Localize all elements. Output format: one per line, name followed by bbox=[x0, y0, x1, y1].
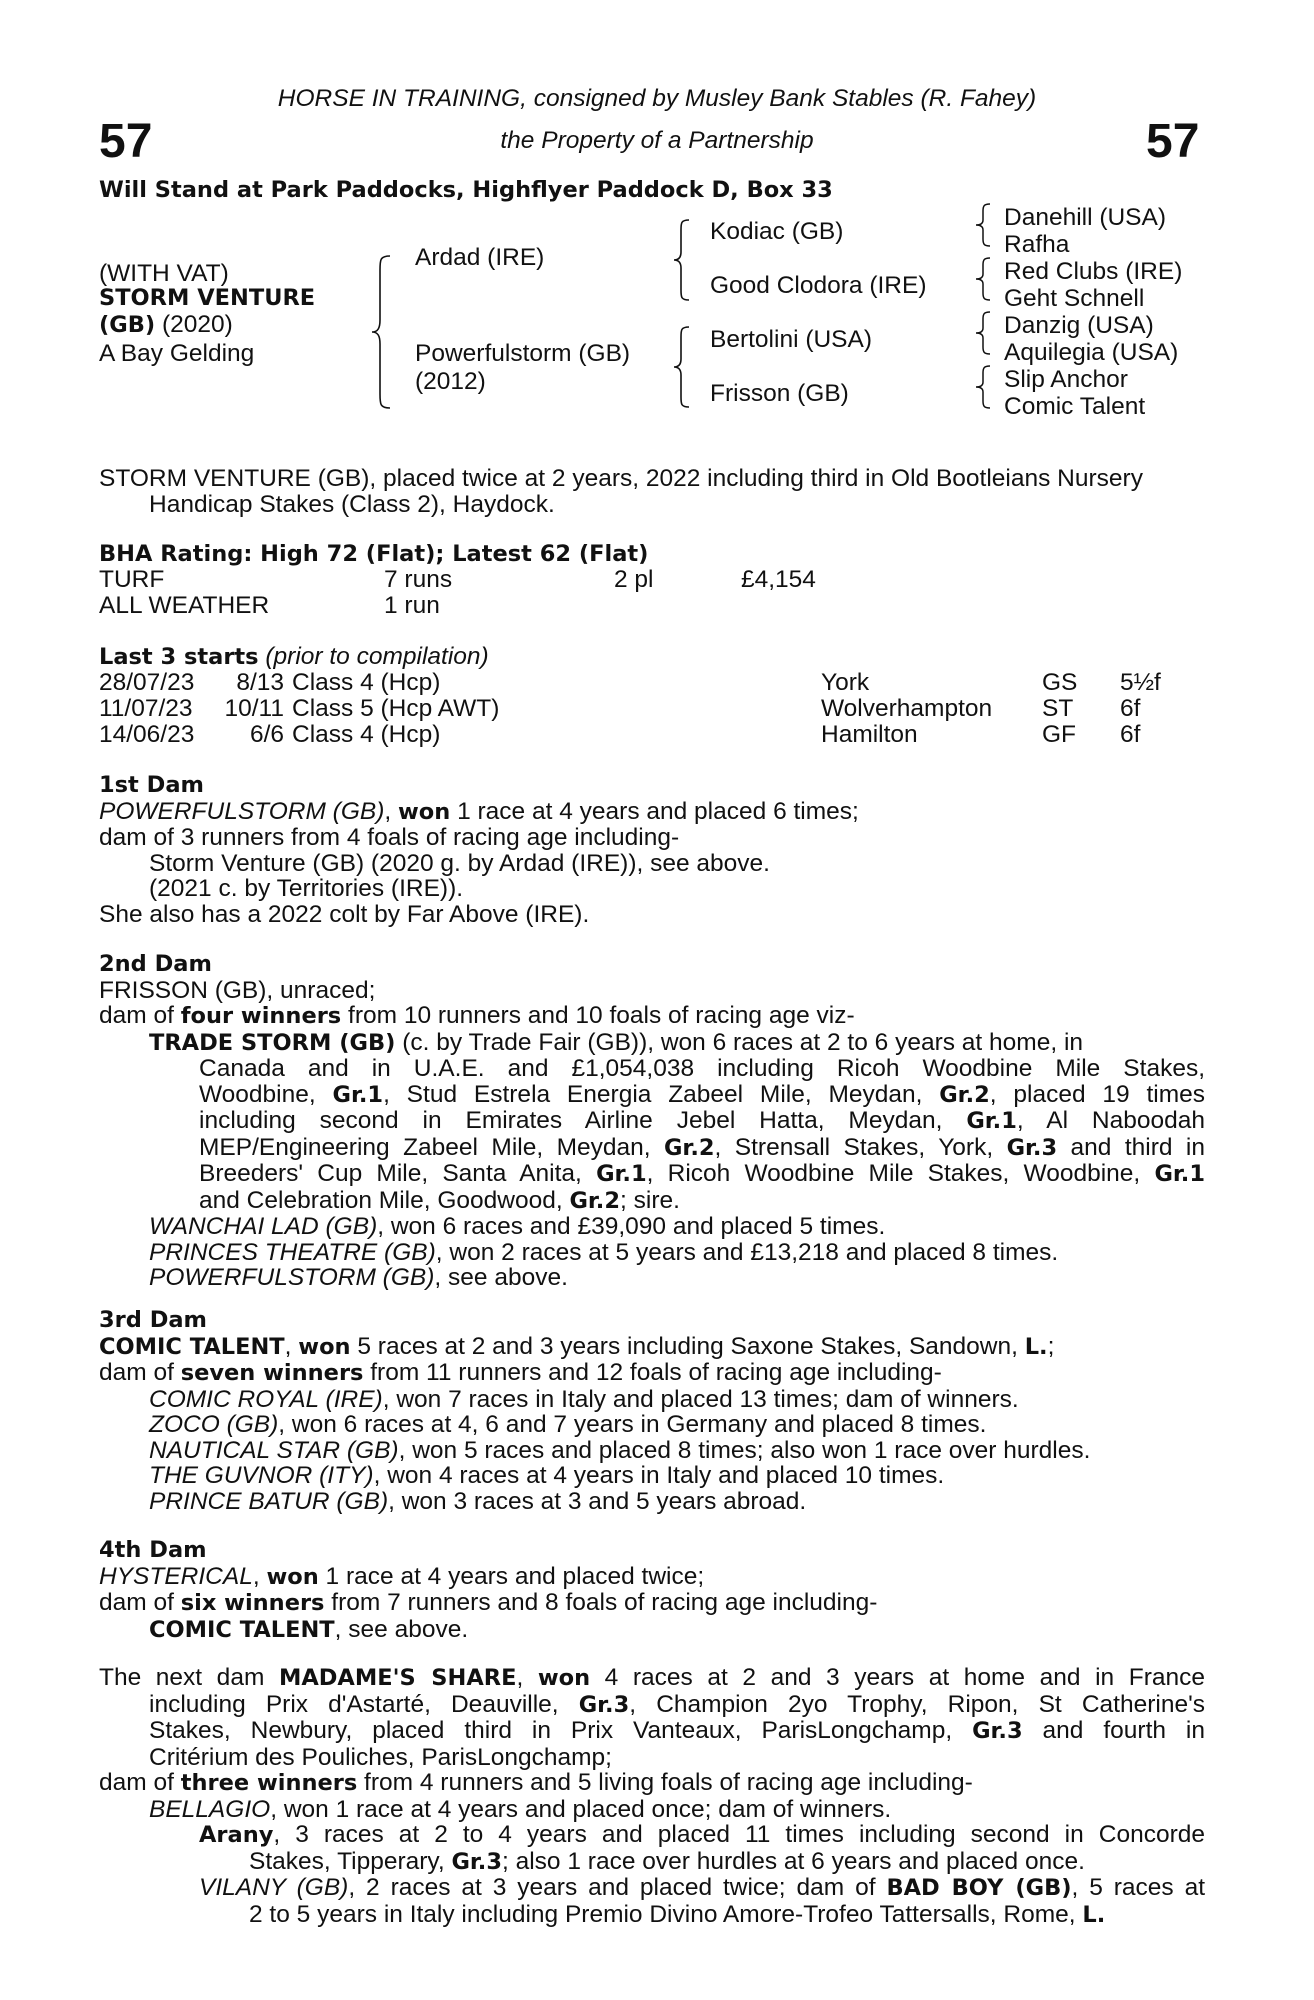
second-dam-line-2 bbox=[99, 1003, 1205, 1030]
brace-gen4-3 bbox=[974, 310, 994, 356]
progeny-name: Arany bbox=[199, 1822, 274, 1848]
property-line: the Property of a Partnership bbox=[500, 127, 814, 154]
bha-rating-title: BHA Rating: High 72 (Flat); Latest 62 (Flat) bbox=[99, 541, 649, 567]
pedigree-gen3-4: Frisson (GB) bbox=[710, 380, 849, 407]
rating-turf-prize: £4,154 bbox=[741, 566, 816, 593]
start-3-pos: 6/6 bbox=[249, 721, 284, 748]
won-label: won bbox=[537, 1665, 591, 1691]
start-3-course: Hamilton bbox=[821, 721, 918, 748]
text: , won 3 races at 3 and 5 years abroad. bbox=[388, 1487, 807, 1515]
grade-label: Gr.1 bbox=[596, 1161, 647, 1187]
trade-storm-line-1 bbox=[99, 1030, 1205, 1057]
text: 2 to 5 years in Italy including Premio Divino Amore-Trofeo Tattersalls, Rome, bbox=[249, 1900, 1083, 1928]
third-dam-line-2 bbox=[99, 1360, 1205, 1387]
lot-number-left: 57 bbox=[99, 115, 153, 168]
grade-label: Gr.2 bbox=[939, 1081, 990, 1108]
text: including second in Emirates Airline Jebel Hatta, Meydan, bbox=[199, 1107, 967, 1134]
next-dam-name: MADAME'S SHARE bbox=[278, 1665, 517, 1691]
won-label: won bbox=[266, 1563, 319, 1590]
brace-gen4-4 bbox=[974, 364, 994, 410]
progeny-name: WANCHAI LAD (GB) bbox=[149, 1213, 378, 1240]
rating-turf-runs: 7 runs bbox=[384, 566, 453, 593]
vilany-line-2 bbox=[99, 1902, 1205, 1929]
progeny-name: NAUTICAL STAR (GB) bbox=[149, 1436, 399, 1464]
rating-aw-runs: 1 run bbox=[384, 592, 440, 619]
brace-gen2 bbox=[370, 254, 394, 410]
third-dam-line-1 bbox=[99, 1334, 1205, 1361]
won-label: won bbox=[298, 1333, 351, 1360]
next-dam-line-1 bbox=[99, 1665, 1205, 1692]
text: , won 6 races at 4, 6 and 7 years in Germany and placed 8 times. bbox=[278, 1411, 987, 1438]
rating-turf-placed: 2 pl bbox=[614, 566, 654, 593]
text: Breeders' Cup Mile, Santa Anita, bbox=[199, 1160, 597, 1187]
horse-year: (2020) bbox=[155, 311, 233, 338]
prince-batur-line bbox=[99, 1489, 1205, 1515]
pedigree-gen4-6: Aquilegia (USA) bbox=[1004, 339, 1179, 366]
pedigree-gen4-7: Slip Anchor bbox=[1004, 366, 1128, 393]
pedigree-gen4-5: Danzig (USA) bbox=[1004, 312, 1154, 339]
sep: , bbox=[252, 1562, 267, 1590]
pedigree-gen3-1: Kodiac (GB) bbox=[710, 218, 844, 245]
trade-storm-line-5 bbox=[99, 1135, 1205, 1162]
text: , won 2 races at 5 years and £13,218 and placed 8 times. bbox=[435, 1238, 1059, 1266]
start-3-date: 14/06/23 bbox=[99, 721, 195, 748]
text: MEP/Engineering Zabeel Mile, Meydan, bbox=[199, 1133, 664, 1161]
wanchai-lad-line bbox=[99, 1214, 1205, 1240]
third-dam-section bbox=[99, 1308, 1205, 1514]
rating-aw-surface: ALL WEATHER bbox=[99, 592, 270, 619]
text: and third in bbox=[1057, 1133, 1206, 1161]
fourth-dam-line-2 bbox=[99, 1590, 1205, 1617]
the-guvnor-line bbox=[99, 1463, 1205, 1489]
horse-country-year bbox=[99, 312, 233, 339]
start-1-dist: 5½f bbox=[1120, 669, 1161, 696]
trade-storm-line-3 bbox=[99, 1082, 1205, 1109]
progeny-name: PRINCES THEATRE (GB) bbox=[149, 1238, 436, 1266]
start-2-pos: 10/11 bbox=[224, 695, 284, 722]
trade-storm-name: TRADE STORM (GB) bbox=[149, 1029, 396, 1056]
second-dam-heading: 2nd Dam bbox=[99, 951, 212, 977]
progeny-name: VILANY (GB) bbox=[199, 1874, 349, 1901]
princes-theatre-line bbox=[99, 1240, 1205, 1266]
text: Stakes, Tipperary, bbox=[249, 1847, 452, 1875]
pedigree-gen3-2: Good Clodora (IRE) bbox=[710, 272, 927, 299]
start-3-going: GF bbox=[1042, 721, 1077, 748]
arany-line-1 bbox=[99, 1822, 1205, 1849]
vilany-line-1 bbox=[99, 1875, 1205, 1902]
winners-count: four winners bbox=[180, 1003, 342, 1029]
pedigree-dam: Powerfulstorm (GB) bbox=[415, 340, 631, 367]
fourth-dam-line-1 bbox=[99, 1564, 1205, 1591]
first-dam-name: POWERFULSTORM (GB) bbox=[99, 797, 385, 825]
text: , Champion 2yo Trophy, Ripon, St Catherine's bbox=[629, 1690, 1205, 1718]
fourth-dam-line-3 bbox=[99, 1617, 1205, 1644]
brace-gen3-top bbox=[672, 218, 692, 302]
starts-title bbox=[99, 644, 489, 671]
text: dam of bbox=[99, 1359, 181, 1386]
text: and fourth in bbox=[1022, 1717, 1205, 1744]
fourth-dam-name: HYSTERICAL bbox=[99, 1562, 253, 1590]
pedigree-gen4-8: Comic Talent bbox=[1004, 393, 1146, 420]
vat-label: (WITH VAT) bbox=[99, 260, 229, 287]
next-dam-section bbox=[99, 1665, 1205, 1928]
text: dam of bbox=[99, 1589, 181, 1616]
grade-label: Gr.2 bbox=[569, 1187, 621, 1214]
second-dam-section bbox=[99, 952, 1205, 1291]
sep: , bbox=[284, 1332, 299, 1360]
start-3-dist: 6f bbox=[1120, 721, 1141, 748]
won-label: won bbox=[398, 798, 451, 825]
first-dam-line-3: Storm Venture (GB) (2020 g. by Ardad (IRE)), see above. bbox=[149, 849, 770, 877]
start-1-class: Class 4 (Hcp) bbox=[292, 669, 441, 696]
text: , see above. bbox=[334, 1615, 469, 1643]
text: , won 4 races at 4 years in Italy and placed 10 times. bbox=[373, 1462, 945, 1489]
horse-country: (GB) bbox=[99, 312, 156, 338]
trade-storm-line-4 bbox=[99, 1108, 1205, 1135]
third-dam-heading: 3rd Dam bbox=[99, 1307, 207, 1333]
text: , see above. bbox=[434, 1264, 568, 1291]
grade-label: Gr.2 bbox=[663, 1134, 715, 1161]
text: Woodbine, bbox=[199, 1080, 333, 1108]
pedigree-gen4-4: Geht Schnell bbox=[1004, 285, 1145, 312]
winners-count: seven winners bbox=[180, 1360, 364, 1386]
text: ; sire. bbox=[620, 1186, 680, 1214]
progeny-name: THE GUVNOR (ITY) bbox=[149, 1462, 374, 1489]
text: dam of bbox=[99, 1769, 181, 1796]
arany-line-2 bbox=[99, 1849, 1205, 1876]
text: , placed 19 times bbox=[989, 1080, 1205, 1108]
first-dam-line-5: She also has a 2022 colt by Far Above (IRE). bbox=[99, 900, 590, 928]
starts-title-bold: Last 3 starts bbox=[99, 644, 259, 670]
trade-storm-line-2: Canada and in U.A.E. and £1,054,038 including Ricoh Woodbine Mile Stakes, bbox=[199, 1055, 1205, 1082]
text: and Celebration Mile, Goodwood, bbox=[199, 1186, 570, 1214]
start-1-date: 28/07/23 bbox=[99, 669, 195, 696]
pedigree-dam-year: (2012) bbox=[415, 368, 486, 395]
text: , won 7 races in Italy and placed 13 times; dam of winners. bbox=[382, 1385, 1019, 1413]
trade-storm-line-6 bbox=[99, 1161, 1205, 1188]
pedigree-gen4-3: Red Clubs (IRE) bbox=[1004, 258, 1183, 285]
text: ; bbox=[1047, 1332, 1055, 1360]
text: , won 5 races and placed 8 times; also won 1 race over hurdles. bbox=[398, 1436, 1091, 1464]
stand-location: Will Stand at Park Paddocks, Highflyer Paddock D, Box 33 bbox=[99, 177, 833, 203]
brace-gen3-bottom bbox=[672, 325, 692, 409]
brace-gen4-1 bbox=[974, 202, 994, 248]
text: , 2 races at 3 years and placed twice; dam of bbox=[348, 1874, 887, 1901]
first-dam-section bbox=[99, 773, 1205, 927]
listed-label: L. bbox=[1082, 1901, 1106, 1928]
start-2-going: ST bbox=[1042, 695, 1074, 722]
start-1-pos: 8/13 bbox=[236, 669, 284, 696]
progeny-name: ZOCO (GB) bbox=[149, 1411, 279, 1438]
text: , 3 races at 2 to 4 years and placed 11 times including second in Concorde bbox=[273, 1821, 1205, 1848]
progeny-name: PRINCE BATUR (GB) bbox=[149, 1487, 389, 1515]
progeny-name: COMIC ROYAL (IRE) bbox=[149, 1385, 383, 1413]
starts-title-note: (prior to compilation) bbox=[258, 643, 489, 670]
pedigree-sire: Ardad (IRE) bbox=[415, 244, 545, 271]
progeny-name: BELLAGIO bbox=[149, 1795, 271, 1823]
text: , 5 races at bbox=[1071, 1874, 1205, 1901]
winners-count: six winners bbox=[180, 1590, 325, 1616]
rating-turf-surface: TURF bbox=[99, 566, 165, 593]
first-dam-line-1 bbox=[99, 799, 1205, 826]
grade-label: Gr.1 bbox=[966, 1108, 1017, 1134]
pedigree-gen4-1: Danehill (USA) bbox=[1004, 204, 1167, 231]
grade-label: Gr.1 bbox=[332, 1081, 384, 1108]
text: , won 6 races and £39,090 and placed 5 times. bbox=[377, 1213, 886, 1240]
text: The next dam bbox=[99, 1664, 279, 1691]
first-dam-record: 1 race at 4 years and placed 6 times; bbox=[450, 797, 859, 825]
brace-gen4-2 bbox=[974, 256, 994, 302]
sep: , bbox=[516, 1664, 538, 1691]
text: from 11 runners and 12 foals of racing age including- bbox=[363, 1359, 942, 1386]
grade-label: Gr.1 bbox=[1154, 1161, 1205, 1187]
next-dam-line-5 bbox=[99, 1770, 1205, 1797]
text: , Stud Estrela Energia Zabeel Mile, Meydan, bbox=[383, 1080, 940, 1108]
start-2-class: Class 5 (Hcp AWT) bbox=[292, 695, 500, 722]
text: 5 races at 2 and 3 years including Saxone Stakes, Sandown, bbox=[350, 1332, 1025, 1360]
summary-line-1: STORM VENTURE (GB), placed twice at 2 years, 2022 including third in Old Bootleians Nursery bbox=[99, 465, 1143, 492]
text: including Prix d'Astarté, Deauville, bbox=[149, 1690, 579, 1718]
text: 1 race at 4 years and placed twice; bbox=[318, 1562, 705, 1590]
grade-label: Gr.3 bbox=[1006, 1134, 1058, 1161]
nautical-star-line bbox=[99, 1438, 1205, 1464]
pedigree-gen4-2: Rafha bbox=[1004, 231, 1070, 258]
third-dam-name: COMIC TALENT bbox=[99, 1333, 285, 1360]
start-2-date: 11/07/23 bbox=[99, 695, 193, 722]
pedigree-gen3-3: Bertolini (USA) bbox=[710, 326, 873, 353]
race-summary bbox=[99, 466, 1205, 517]
first-dam-heading: 1st Dam bbox=[99, 772, 204, 798]
bellagio-line bbox=[99, 1797, 1205, 1823]
text: from 4 runners and 5 living foals of racing age including- bbox=[357, 1769, 973, 1796]
text: (c. by Trade Fair (GB)), won 6 races at 2 to 6 years at home, in bbox=[395, 1028, 1084, 1056]
next-dam-line-4: Critérium des Pouliches, ParisLongchamp; bbox=[149, 1743, 612, 1771]
trade-storm-line-7 bbox=[99, 1188, 1205, 1215]
horse-description: A Bay Gelding bbox=[99, 340, 255, 367]
first-dam-line-2: dam of 3 runners from 4 foals of racing age including- bbox=[99, 824, 680, 851]
summary-line-2: Handicap Stakes (Class 2), Haydock. bbox=[149, 490, 555, 518]
text: from 10 runners and 10 foals of racing age viz- bbox=[341, 1002, 855, 1029]
winners-count: three winners bbox=[180, 1770, 358, 1796]
fourth-dam-heading: 4th Dam bbox=[99, 1537, 207, 1563]
fourth-dam-section bbox=[99, 1538, 1205, 1643]
text: , won 1 race at 4 years and placed once; dam of winners. bbox=[270, 1795, 892, 1823]
comic-royal-line bbox=[99, 1387, 1205, 1413]
horse-name: STORM VENTURE bbox=[99, 285, 316, 311]
text: , Strensall Stakes, York, bbox=[714, 1133, 1007, 1161]
sep: , bbox=[384, 797, 399, 825]
next-dam-line-3 bbox=[99, 1718, 1205, 1745]
next-dam-line-2 bbox=[99, 1692, 1205, 1719]
grade-label: Gr.3 bbox=[578, 1691, 630, 1718]
text: Stakes, Newbury, placed third in Prix Vanteaux, ParisLongchamp, bbox=[149, 1717, 973, 1744]
start-1-going: GS bbox=[1042, 669, 1078, 696]
start-2-course: Wolverhampton bbox=[821, 695, 993, 722]
first-dam-line-4: (2021 c. by Territories (IRE)). bbox=[149, 875, 464, 902]
second-dam-line-1: FRISSON (GB), unraced; bbox=[99, 976, 376, 1004]
text: , Al Naboodah bbox=[1016, 1107, 1205, 1134]
start-3-class: Class 4 (Hcp) bbox=[292, 721, 441, 748]
text: ; also 1 race over hurdles at 6 years and placed once. bbox=[502, 1847, 1085, 1875]
powerfulstorm-line bbox=[99, 1265, 1205, 1291]
zoco-line bbox=[99, 1412, 1205, 1438]
progeny-name: BAD BOY (GB) bbox=[886, 1875, 1072, 1901]
text: from 7 runners and 8 foals of racing age including- bbox=[324, 1589, 878, 1616]
start-2-dist: 6f bbox=[1120, 695, 1141, 722]
lot-number-right: 57 bbox=[1146, 115, 1200, 168]
grade-label: Gr.3 bbox=[451, 1848, 502, 1875]
listed-label: L. bbox=[1024, 1333, 1048, 1360]
progeny-name: COMIC TALENT bbox=[149, 1616, 335, 1643]
grade-label: Gr.3 bbox=[972, 1718, 1023, 1744]
consignor-line: HORSE IN TRAINING, consigned by Musley Bank Stables (R. Fahey) bbox=[277, 85, 1037, 112]
text: , Ricoh Woodbine Mile Stakes, Woodbine, bbox=[646, 1160, 1155, 1187]
text: dam of bbox=[99, 1002, 181, 1029]
start-1-course: York bbox=[821, 669, 870, 696]
text: 4 races at 2 and 3 years at home and in France bbox=[590, 1664, 1205, 1691]
progeny-name: POWERFULSTORM (GB) bbox=[149, 1264, 435, 1291]
